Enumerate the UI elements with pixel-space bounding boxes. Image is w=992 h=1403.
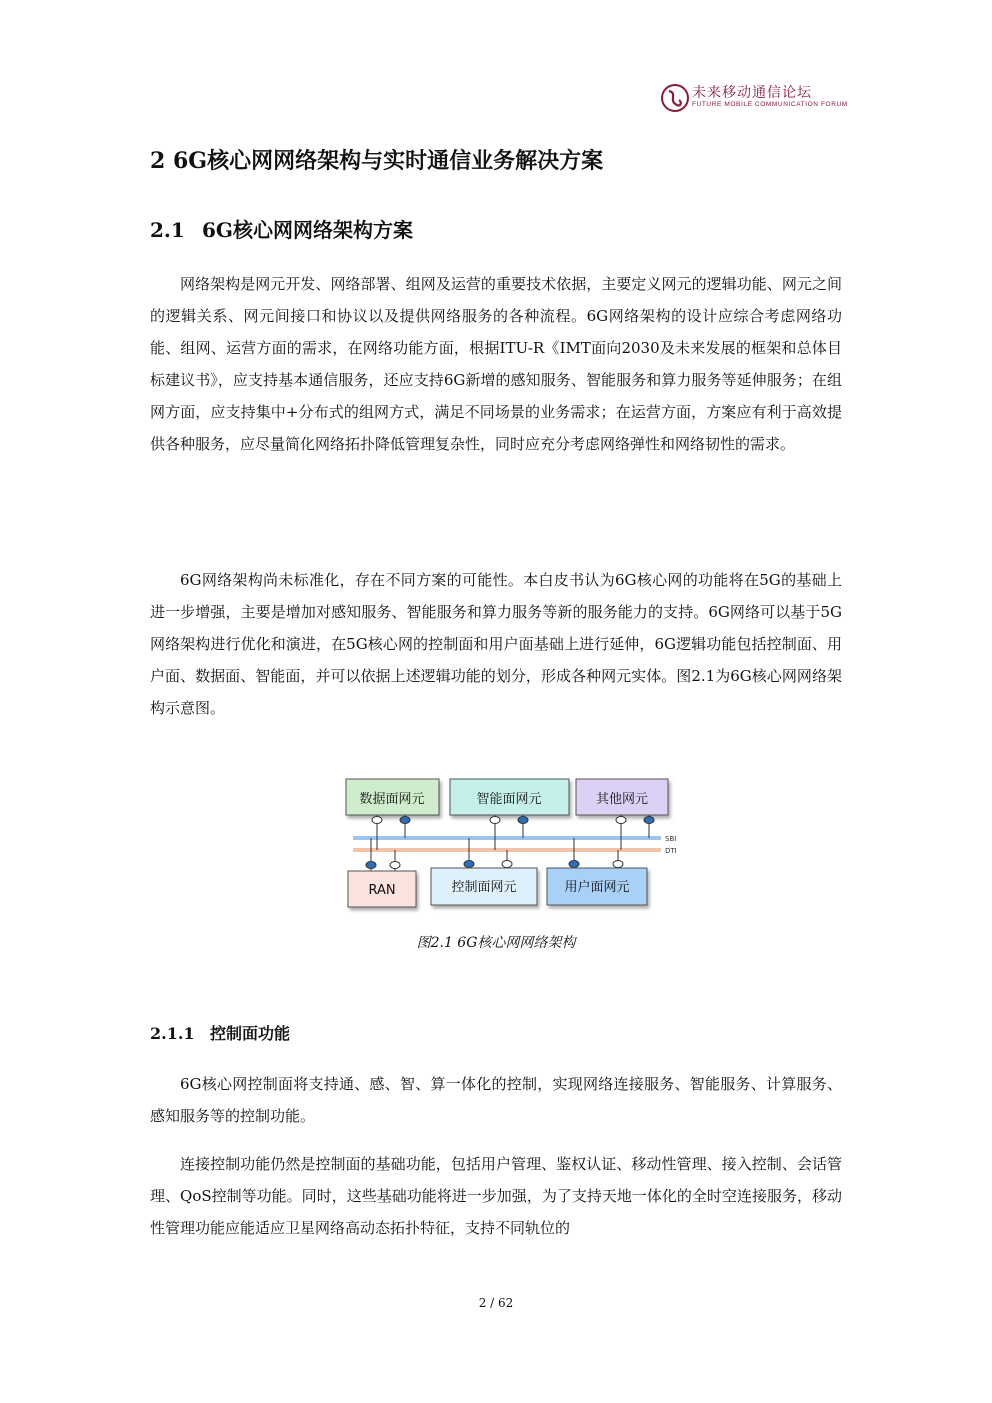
intelligence-plane-label: 智能面网元 <box>476 792 542 807</box>
user-plane-label: 用户面网元 <box>564 880 630 895</box>
ran-label: RAN <box>368 883 396 898</box>
logo-text-chinese: 未来移动通信论坛 <box>692 85 812 101</box>
subsubsection-heading <box>150 1021 290 1044</box>
data-plane-label: 数据面网元 <box>359 792 425 807</box>
top-connector-nodes <box>372 817 654 824</box>
control-plane-label: 控制面网元 <box>451 880 517 895</box>
figure-caption: 图2.1 6G核心网网络架构 <box>416 935 576 951</box>
subsubsection-title: 控制面功能 <box>210 1024 291 1043</box>
page-number: 2 / 62 <box>478 1296 514 1310</box>
bottom-connector-nodes <box>366 861 623 869</box>
architecture-diagram-svg <box>345 770 685 915</box>
body-paragraph-3: 6G核心网控制面将支持通、感、智、算一体化的控制，实现网络连接服务、智能服务、计算服务、感知服务等的控制功能。 <box>150 1075 842 1125</box>
dti-label: DTI <box>665 847 677 855</box>
subsection-title: 6G核心网网络架构方案 <box>202 218 413 242</box>
forum-logo <box>660 80 848 116</box>
subsection-heading <box>150 214 413 243</box>
subsubsection-number: 2.1.1 <box>150 1024 195 1043</box>
body-paragraph-1: 网络架构是网元开发、网络部署、组网及运营的重要技术依据，主要定义网元的逻辑功能、网元之间的逻辑关系、网元间接口和协议以及提供网络服务的各种流程。6G网络架构的设计应综合考虑网络功能、组网、运营方面的需求，在网络功能方面，根据ITU-R《IMT面向2030及未来发展的框架和总体目标建议书》，应支持基本通信服务，还应支持6G新增的感知服务、智能服务和算力服务等延伸服务；在组网方面，应支持集中+分布式的组网方式，满足不同场景的业务需求；在运营方面，方案应有利于高效提供各种服务，应尽量简化网络拓扑降低管理复杂性，同时应充分考虑网络弹性和网络韧性的需求。 <box>150 275 842 453</box>
logo-emblem-icon <box>660 83 690 113</box>
body-paragraph-4: 连接控制功能仍然是控制面的基础功能，包括用户管理、鉴权认证、移动性管理、接入控制、会话管理、QoS控制等功能。同时，这些基础功能将进一步加强，为了支持天地一体化的全时空连接服务，移动性管理功能应能适应卫星网络高动态拓扑特征，支持不同轨位的 <box>150 1155 842 1237</box>
top-connectors <box>377 815 649 850</box>
other-element-label: 其他网元 <box>595 792 649 807</box>
sbi-label: SBI <box>665 835 677 843</box>
logo-text-english: FUTURE MOBILE COMMUNICATION FORUM <box>692 101 848 108</box>
body-paragraph-2: 6G网络架构尚未标准化，存在不同方案的可能性。本白皮书认为6G核心网的功能将在5G的基础上进一步增强，主要是增加对感知服务、智能服务和算力服务等新的服务能力的支持。6G网络可以基于5G网络架构进行优化和演进，在5G核心网的控制面和用户面基础上进行延伸，6G逻辑功能包括控制面、用户面、数据面、智能面，并可以依据上述逻辑功能的划分，形成各种网元实体。图2.1为6G核心网网络架构示意图。 <box>150 571 842 717</box>
subsection-number: 2.1 <box>150 218 185 242</box>
architecture-diagram <box>345 770 685 915</box>
section-heading: 2 6G核心网网络架构与实时通信业务解决方案 <box>150 148 604 174</box>
